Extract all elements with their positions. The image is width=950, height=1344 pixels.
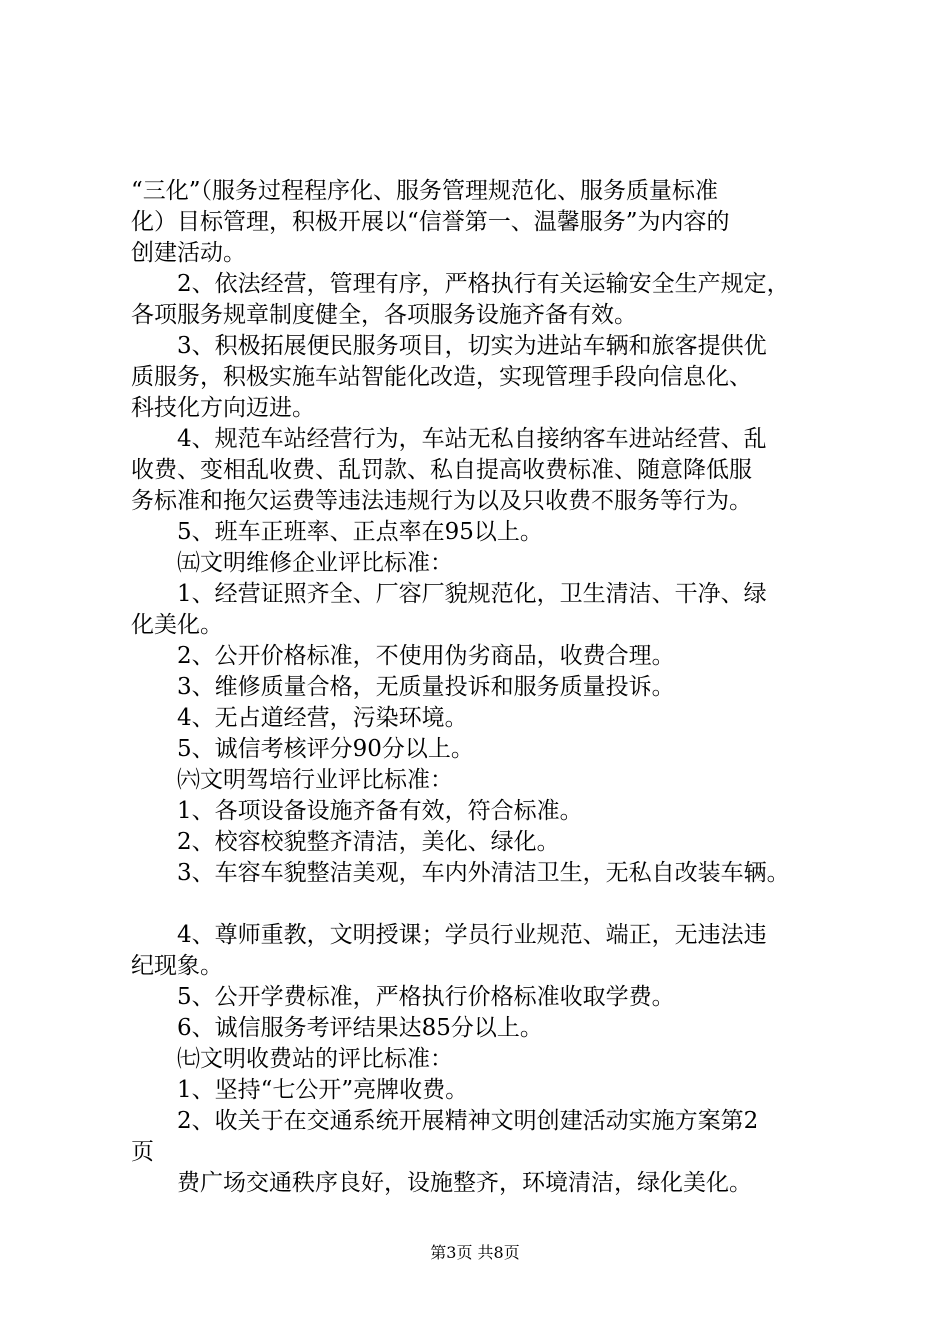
text-line: 页	[131, 1139, 154, 1165]
text-line: 1、坚持“七公开”亮牌收费。	[177, 1077, 469, 1103]
text-line: 化美化。	[131, 612, 223, 638]
text-line	[131, 889, 851, 920]
text-line: ㈦文明收费站的评比标准：	[177, 1046, 453, 1072]
text-line: “三化”（服务过程程序化、服务管理规范化、服务质量标准	[131, 178, 719, 204]
text-line: 2、依法经营，管理有序，严格执行有关运输安全生产规定，	[177, 271, 790, 297]
text-line: 2、校容校貌整齐清洁，美化、绿化。	[177, 829, 560, 855]
text-line: 3、维修质量合格，无质量投诉和服务质量投诉。	[177, 674, 675, 700]
text-line: 1、各项设备设施齐备有效，符合标准。	[177, 798, 583, 824]
text-line: 4、无占道经营，污染环境。	[177, 705, 468, 731]
text-line: 科技化方向迈进。	[131, 395, 315, 421]
text-line: ㈥文明驾培行业评比标准：	[177, 767, 453, 793]
text-line: 纪现象。	[131, 953, 223, 979]
text-line: 务标准和拖欠运费等违法违规行为以及只收费不服务等行为。	[131, 488, 752, 514]
text-line: 3、车容车貌整洁美观，车内外清洁卫生，无私自改装车辆。	[177, 860, 790, 886]
text-line: 6、诚信服务考评结果达85分以上。	[177, 1015, 543, 1041]
text-line: 创建活动。	[131, 240, 246, 266]
text-line: 5、公开学费标准，严格执行价格标准收取学费。	[177, 984, 675, 1010]
text-line: 费广场交通秩序良好，设施整齐，环境清洁，绿化美化。	[177, 1170, 752, 1196]
text-line: 5、班车正班率、正点率在95以上。	[177, 519, 543, 545]
text-line: 质服务，积极实施车站智能化改造，实现管理手段向信息化、	[131, 364, 752, 390]
text-line: 化）目标管理，积极开展以“信誉第一、温馨服务”为内容的	[131, 209, 730, 235]
text-line: 4、尊师重教，文明授课；学员行业规范、端正，无违法违	[177, 922, 767, 948]
text-line: 2、公开价格标准，不使用伪劣商品，收费合理。	[177, 643, 675, 669]
text-line: 1、经营证照齐全、厂容厂貌规范化，卫生清洁、干净、绿	[177, 581, 767, 607]
document-body	[131, 176, 851, 1199]
page-footer: 第3页 共8页	[430, 1243, 520, 1262]
text-line: 收费、变相乱收费、乱罚款、私自提高收费标准、随意降低服	[131, 457, 752, 483]
text-line: 3、积极拓展便民服务项目，切实为进站车辆和旅客提供优	[177, 333, 767, 359]
text-line: 5、诚信考核评分90分以上。	[177, 736, 474, 762]
text-line: 4、规范车站经营行为，车站无私自接纳客车进站经营、乱	[177, 426, 767, 452]
text-line: 各项服务规章制度健全，各项服务设施齐备有效。	[131, 302, 637, 328]
text-line: ㈤文明维修企业评比标准：	[177, 550, 453, 576]
text-line: 2、收关于在交通系统开展精神文明创建活动实施方案第2	[177, 1108, 759, 1134]
